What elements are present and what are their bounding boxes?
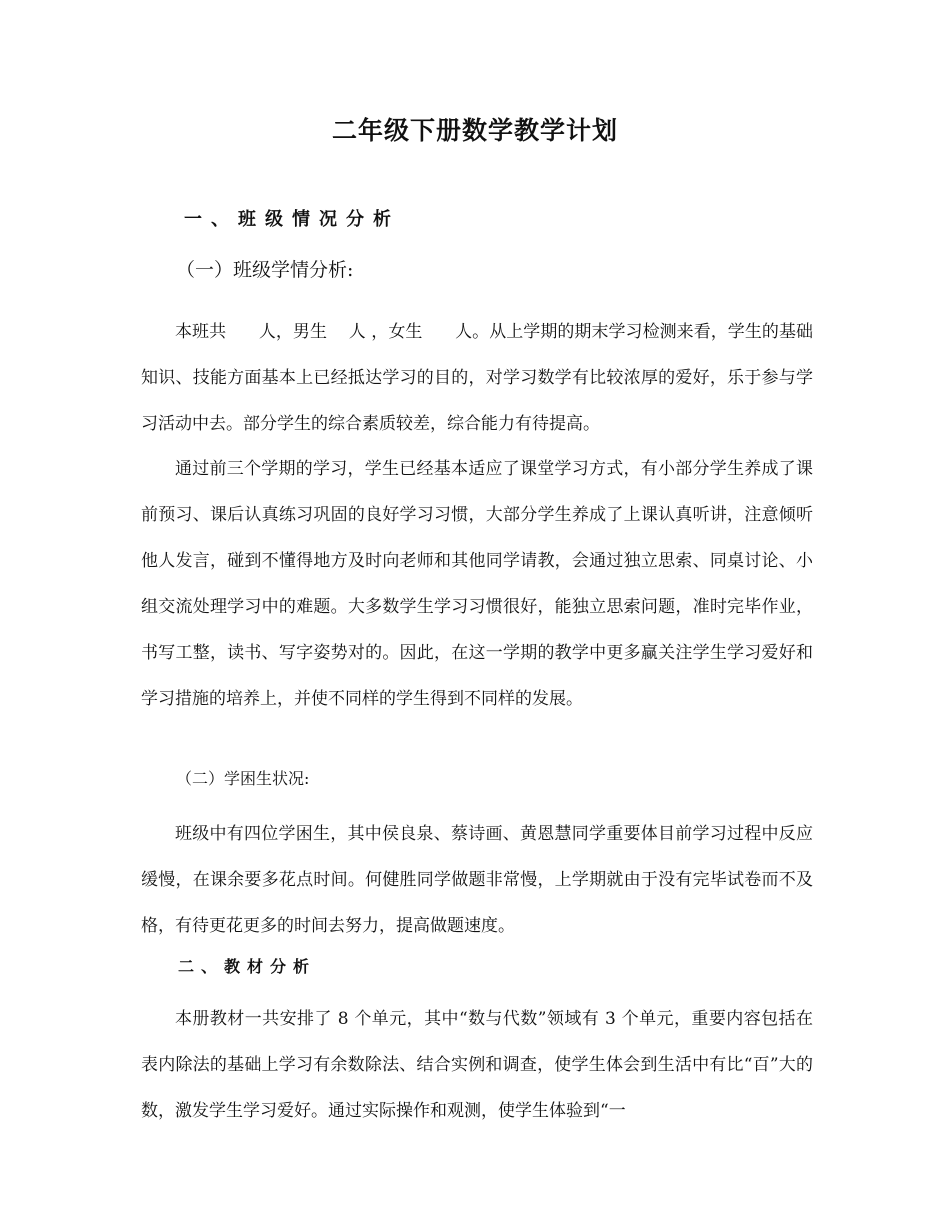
subsection-heading-struggling-students: （二）学困生状况: [176,769,310,788]
paragraph-learning-habits: 通过前三个学期的学习，学生已经基本适应了课堂学习方式，有小部分学生养成了课前预习、课后认真练习巩固的良好学习习惯，大部分学生养成了上课认真听讲，注意倾听他人发言，碰到不懂得地方及时向老师和其他同学请教，会通过独立思索、同桌讨论、小组交流处理学习中的难题。大多数学生学习习惯很好，能独立思索问题，准时完毕作业，书写工整，读书、写字姿势对的。因此，在这一学期的教学中更多赢关注学生学习爱好和学习措施的培养上，并使不同样的学生得到不同样的发展。 [141,459,813,709]
document-title: 二年级下册数学教学计划 [331,116,618,145]
section-heading-class-analysis: 一、班级情况分析 [184,209,400,230]
subsection-heading-learning-analysis: （一）班级学情分析: [176,259,354,281]
paragraph-textbook-analysis: 本册教材一共安排了 8 个单元，其中“数与代数”领域有 3 个单元，重要内容包括在表内除法的基础上学习有余数除法、结合实例和调查，使学生体会到生活中有比“百”大的数，激发学生学习爱好。通过实际操作和观测，使学生体验到“一 [141,1009,813,1121]
paragraph-struggling-students: 班级中有四位学困生，其中侯良泉、蔡诗画、黄恩慧同学重要体目前学习过程中反应缓慢，在课余要多花点时间。何健胜同学做题非常慢，上学期就由于没有完毕试卷而不及格，有待更花更多的时间去努力，提高做题速度。 [141,824,813,936]
section-heading-textbook-analysis: 二、教材分析 [178,957,317,976]
paragraph-class-overview: 本班共 人，男生 人 ，女生 人。从上学期的期末学习检测来看，学生的基础知识、技能方面基本上已经抵达学习的目的，对学习数学有比较浓厚的爱好，乐于参与学习活动中去。部分学生的综合素质较差，综合能力有待提高。 [141,322,813,434]
